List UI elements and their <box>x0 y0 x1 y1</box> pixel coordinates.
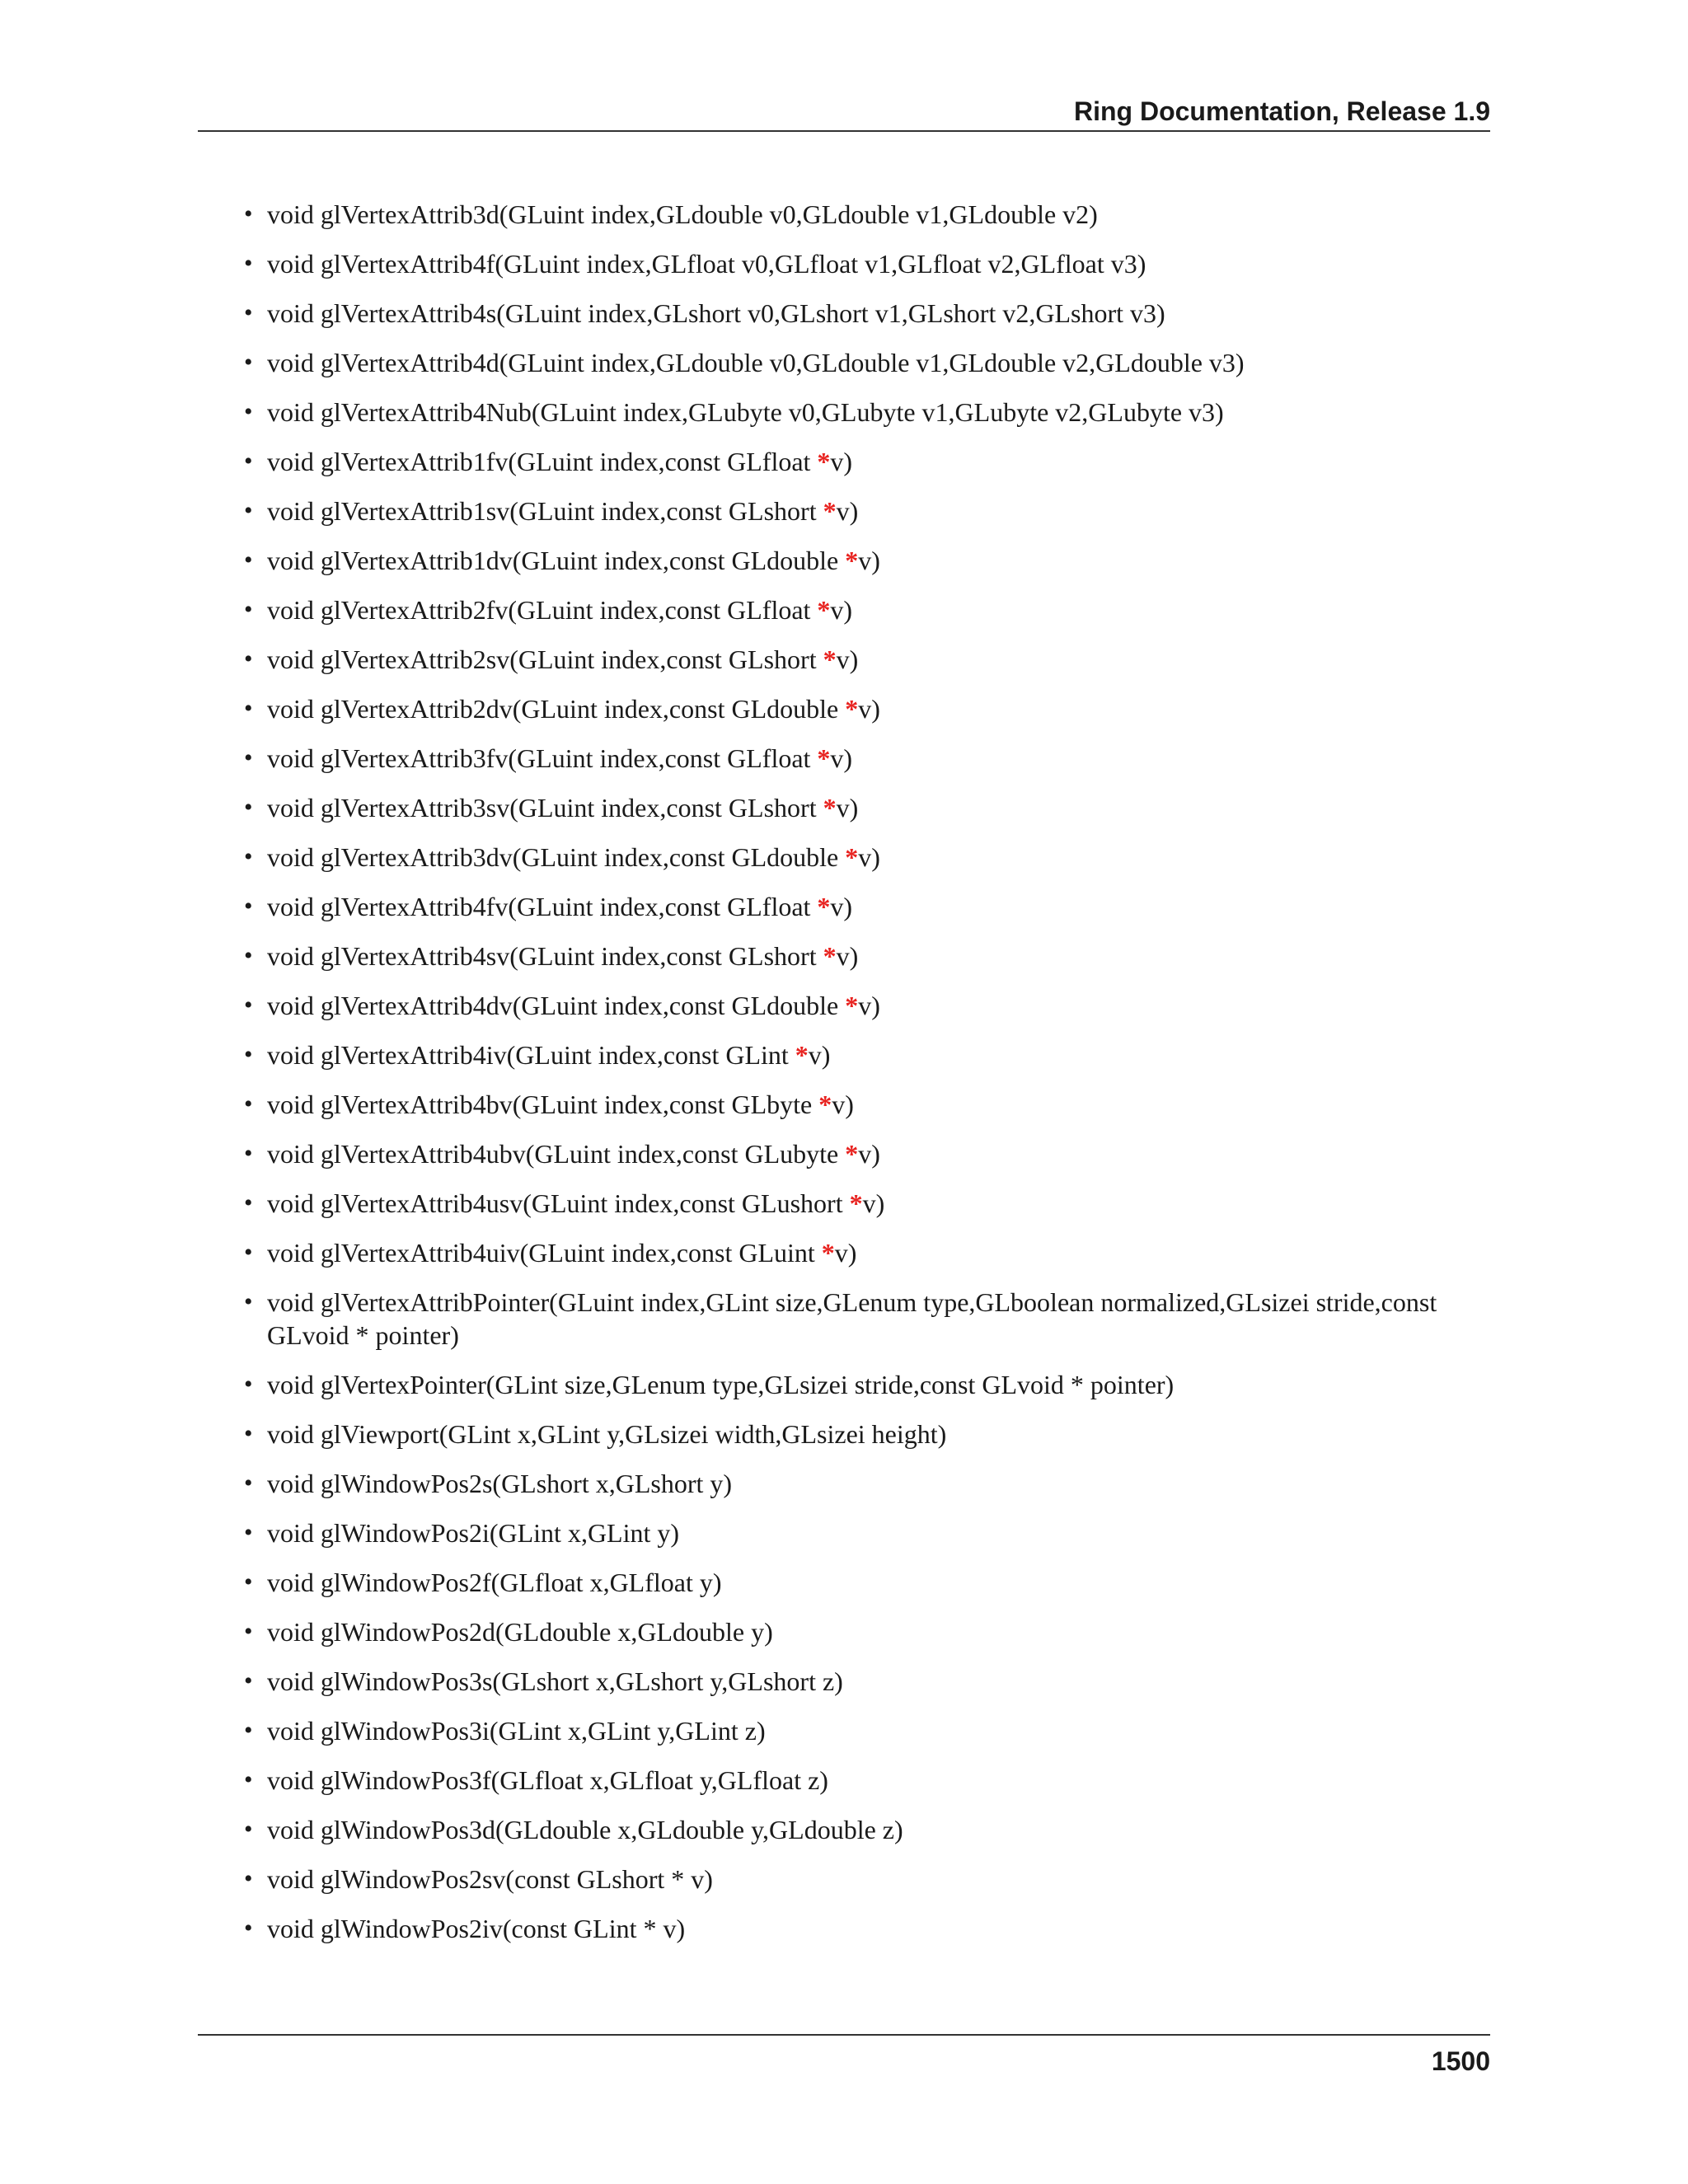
function-signature: void glVertexAttrib4fv(GLuint index,const GLfloat <box>267 892 818 921</box>
bullet-icon: • <box>244 1090 253 1118</box>
bullet-icon: • <box>244 695 253 722</box>
bullet-icon: • <box>244 1568 253 1596</box>
bullet-icon: • <box>244 744 253 771</box>
list-item <box>244 791 1490 824</box>
function-signature: void glVertexAttrib4ubv(GLuint index,const GLubyte <box>267 1139 846 1169</box>
function-signature: void glVertexAttrib4iv(GLuint index,const GLint <box>267 1040 795 1070</box>
bullet-icon: • <box>244 942 253 969</box>
list-item <box>244 593 1490 626</box>
function-signature-tail: v) <box>858 546 880 575</box>
function-signature: void glVertexAttrib1dv(GLuint index,const GLdouble <box>267 546 846 575</box>
function-signature-tail: v) <box>836 644 859 674</box>
list-item <box>244 1912 1490 1945</box>
list-item <box>244 1813 1490 1846</box>
footer-rule <box>198 2034 1490 2036</box>
function-signature: void glWindowPos2sv(const GLshort * v) <box>267 1864 713 1894</box>
bullet-icon: • <box>244 448 253 475</box>
function-signature-tail: v) <box>858 694 880 724</box>
bullet-icon: • <box>244 991 253 1019</box>
function-signature: void glVertexAttrib1fv(GLuint index,const GLfloat <box>267 447 818 476</box>
pointer-asterisk: * <box>845 694 859 724</box>
function-signature: void glWindowPos2s(GLshort x,GLshort y) <box>267 1469 733 1498</box>
bullet-icon: • <box>244 398 253 425</box>
function-signature-tail: v) <box>834 1238 857 1268</box>
function-signature-tail: v) <box>858 1139 880 1169</box>
pointer-asterisk: * <box>823 644 837 674</box>
function-signature: void glVertexAttrib4f(GLuint index,GLfloat v0,GLfloat v1,GLfloat v2,GLfloat v3) <box>267 249 1146 279</box>
function-signature: void glVertexAttrib4d(GLuint index,GLdouble v0,GLdouble v1,GLdouble v2,GLdouble v3) <box>267 348 1245 377</box>
function-signature-tail: v) <box>858 842 880 872</box>
bullet-icon: • <box>244 1469 253 1497</box>
function-signature: void glVertexAttrib3d(GLuint index,GLdouble v0,GLdouble v1,GLdouble v2) <box>267 199 1098 229</box>
function-signature: void glWindowPos3f(GLfloat x,GLfloat y,GLfloat z) <box>267 1765 828 1795</box>
list-item <box>244 940 1490 972</box>
list-item <box>244 643 1490 676</box>
bullet-icon: • <box>244 1667 253 1694</box>
function-signature: void glVertexAttrib4usv(GLuint index,const GLushort <box>267 1188 850 1218</box>
function-signature: void glVertexAttrib3dv(GLuint index,const GLdouble <box>267 842 846 872</box>
bullet-icon: • <box>244 1239 253 1266</box>
function-signature-tail: v) <box>862 1188 885 1218</box>
function-signature: void glWindowPos2f(GLfloat x,GLfloat y) <box>267 1568 722 1597</box>
list-item <box>244 445 1490 478</box>
function-signature: void glVertexAttrib4s(GLuint index,GLshort v0,GLshort v1,GLshort v2,GLshort v3) <box>267 298 1165 328</box>
list-item <box>244 1236 1490 1269</box>
pointer-asterisk: * <box>845 546 859 575</box>
bullet-icon: • <box>244 497 253 524</box>
list-item <box>244 1516 1490 1549</box>
list-item <box>244 841 1490 874</box>
list-item <box>244 1467 1490 1500</box>
function-signature: void glWindowPos3d(GLdouble x,GLdouble y,GLdouble z) <box>267 1815 903 1844</box>
pointer-asterisk: * <box>823 793 837 823</box>
function-list <box>244 198 1490 1961</box>
list-item <box>244 692 1490 725</box>
function-signature: void glVertexAttrib2dv(GLuint index,const GLdouble <box>267 694 846 724</box>
pointer-asterisk: * <box>817 892 831 921</box>
bullet-icon: • <box>244 794 253 821</box>
list-item <box>244 1038 1490 1071</box>
bullet-icon: • <box>244 1041 253 1068</box>
bullet-icon: • <box>244 1288 253 1315</box>
function-signature: void glVertexAttrib4uiv(GLuint index,const GLuint <box>267 1238 822 1268</box>
function-signature: void glWindowPos2d(GLdouble x,GLdouble y) <box>267 1617 773 1647</box>
function-signature: void glVertexAttrib2sv(GLuint index,const GLshort <box>267 644 823 674</box>
bullet-icon: • <box>244 1140 253 1167</box>
list-item <box>244 1863 1490 1896</box>
page-number: 1500 <box>1431 2046 1490 2076</box>
bullet-icon: • <box>244 893 253 920</box>
function-signature-tail: v) <box>830 595 853 625</box>
pointer-asterisk: * <box>817 447 831 476</box>
bullet-icon: • <box>244 546 253 574</box>
list-item <box>244 198 1490 231</box>
function-signature: void glWindowPos3s(GLshort x,GLshort y,GLshort z) <box>267 1666 843 1696</box>
list-item <box>244 1187 1490 1220</box>
list-item <box>244 1665 1490 1698</box>
function-signature: void glVertexPointer(GLint size,GLenum type,GLsizei stride,const GLvoid * pointer) <box>267 1370 1175 1399</box>
bullet-icon: • <box>244 250 253 277</box>
list-item <box>244 1137 1490 1170</box>
bullet-icon: • <box>244 1766 253 1793</box>
list-item <box>244 247 1490 280</box>
list-item <box>244 1615 1490 1648</box>
list-item <box>244 1418 1490 1451</box>
function-signature: void glViewport(GLint x,GLint y,GLsizei width,GLsizei height) <box>267 1419 947 1449</box>
function-signature: void glVertexAttrib4sv(GLuint index,const GLshort <box>267 941 823 971</box>
function-signature-tail: v) <box>832 1090 854 1119</box>
list-item <box>244 1368 1490 1401</box>
function-signature: void glVertexAttribPointer(GLuint index,GLint size,GLenum type,GLboolean normalized,GLsizei stride,const GLvoid * pointer) <box>267 1287 1437 1350</box>
bullet-icon: • <box>244 1189 253 1216</box>
function-signature: void glVertexAttrib4dv(GLuint index,const GLdouble <box>267 991 846 1020</box>
bullet-icon: • <box>244 1717 253 1744</box>
pointer-asterisk: * <box>795 1040 809 1070</box>
function-signature: void glVertexAttrib4Nub(GLuint index,GLubyte v0,GLubyte v1,GLubyte v2,GLubyte v3) <box>267 397 1224 427</box>
list-item <box>244 346 1490 379</box>
header-rule <box>198 130 1490 132</box>
pointer-asterisk: * <box>845 1139 859 1169</box>
function-signature-tail: v) <box>836 496 859 526</box>
bullet-icon: • <box>244 200 253 227</box>
list-item <box>244 1764 1490 1797</box>
bullet-icon: • <box>244 1371 253 1398</box>
bullet-icon: • <box>244 1865 253 1892</box>
function-signature-tail: v) <box>830 892 853 921</box>
bullet-icon: • <box>244 596 253 623</box>
list-item <box>244 1286 1490 1352</box>
pointer-asterisk: * <box>821 1238 835 1268</box>
pointer-asterisk: * <box>817 743 831 773</box>
bullet-icon: • <box>244 349 253 376</box>
list-item <box>244 742 1490 775</box>
pointer-asterisk: * <box>845 991 859 1020</box>
bullet-icon: • <box>244 299 253 326</box>
list-item <box>244 1566 1490 1599</box>
list-item <box>244 890 1490 923</box>
function-signature: void glVertexAttrib3fv(GLuint index,const GLfloat <box>267 743 818 773</box>
bullet-icon: • <box>244 1816 253 1843</box>
pointer-asterisk: * <box>845 842 859 872</box>
list-item <box>244 396 1490 429</box>
list-item <box>244 1088 1490 1121</box>
pointer-asterisk: * <box>823 941 837 971</box>
bullet-icon: • <box>244 1519 253 1546</box>
function-signature-tail: v) <box>808 1040 831 1070</box>
pointer-asterisk: * <box>817 595 831 625</box>
function-signature: void glWindowPos3i(GLint x,GLint y,GLint z) <box>267 1716 766 1746</box>
function-signature: void glWindowPos2i(GLint x,GLint y) <box>267 1518 680 1548</box>
bullet-icon: • <box>244 843 253 870</box>
pointer-asterisk: * <box>818 1090 832 1119</box>
function-signature: void glVertexAttrib2fv(GLuint index,const GLfloat <box>267 595 818 625</box>
function-signature-tail: v) <box>830 447 853 476</box>
bullet-icon: • <box>244 1618 253 1645</box>
list-item <box>244 1714 1490 1747</box>
function-signature: void glVertexAttrib4bv(GLuint index,const GLbyte <box>267 1090 819 1119</box>
pointer-asterisk: * <box>849 1188 863 1218</box>
bullet-icon: • <box>244 1420 253 1447</box>
function-signature: void glWindowPos2iv(const GLint * v) <box>267 1914 686 1943</box>
list-item <box>244 989 1490 1022</box>
function-signature-tail: v) <box>858 991 880 1020</box>
list-item <box>244 544 1490 577</box>
running-header: Ring Documentation, Release 1.9 <box>1073 96 1490 126</box>
function-signature-tail: v) <box>836 941 859 971</box>
function-signature-tail: v) <box>836 793 859 823</box>
function-signature-tail: v) <box>830 743 853 773</box>
bullet-icon: • <box>244 1915 253 1942</box>
function-signature: void glVertexAttrib1sv(GLuint index,const GLshort <box>267 496 823 526</box>
bullet-icon: • <box>244 645 253 673</box>
pointer-asterisk: * <box>823 496 837 526</box>
function-signature: void glVertexAttrib3sv(GLuint index,const GLshort <box>267 793 823 823</box>
list-item <box>244 297 1490 330</box>
list-item <box>244 494 1490 527</box>
